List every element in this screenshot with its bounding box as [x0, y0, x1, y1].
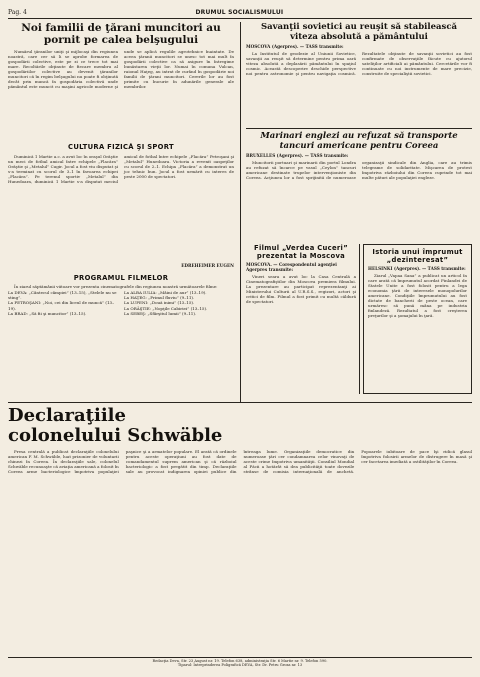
newspaper-name: DRUMUL SOCIALISMULUI: [195, 8, 284, 16]
article-noi-familii: [8, 22, 234, 140]
article-body: Presa centrală a publicat declaraţiile colonelului american F. M. Schwäble, luat prizonier de voluntarii chinezi în Coreea. În declaraţiile sale, colonelul Schwäble recunoaşte că aviaţia americană a folosit în Coreea arme bacteriologice împotriva populaţiei paşnice şi a armatelor populare. El arată că ordinele pentru aceste operaţiuni au fost date de comandamentul suprem american şi că războiul bacteriologic a fost pregătit din timp. Declaraţiile sale au provocat indignarea opiniei publice din întreaga lume. Organizaţiile democratice din numeroase ţări cer condamnarea celor vinovaţi de aceste crime împotriva umanităţii. Consiliul Mondial al Păcii a hotărât să dea publicităţii toate dovezile strânse de comisia internaţională de anchetă. Popoarele iubitoare de pace îşi ridică glasul împotriva folosirii armelor de distrugere în masă şi cer încetarea imediată a ostilităţilor în Coreea.: [8, 449, 472, 475]
article-body: La Institutul de geodezie al Uniunii Sovietice, savanţii au reuşit să determine pentru prima oară viteza absolută a deplasării pământului în spaţiul cosmic. Această descoperire deschide perspective noi pentru astronomie şi pentru navigaţia cosmică. Rezultatele obţinute de savanţii sovietici au fost confirmate de observaţiile făcute cu ajutorul sateliţilor artificiali ai pământului. Cercetările vor fi continuate cu noi instrumente de mare precizie, construite de specialiştii sovietici.: [246, 51, 472, 77]
article-schwable: [8, 406, 472, 656]
header-rule: [8, 18, 472, 19]
program-line: La SEBEŞ: „Sfârşitul lumii” (9–11).: [124, 310, 197, 316]
article-dateline: HELSINKI (Agerpres). — TASS transmite:: [368, 266, 466, 271]
article-title: Savanţii sovietici au reuşit să stabilească viteza absolută a pământului: [260, 22, 458, 42]
footer-line: Tiparul: Întreprinderea Poligrafică DEVA, Str. Dr. Petru Groza nr. 13: [177, 663, 303, 668]
column-divider: [240, 22, 241, 402]
article-body: Muncitorii portuari şi marinarii din portul Londra au refuzat să încarce pe vasul „Ceylon” tancuri americane destinate trupelor intervenţioniste din Coreea. Acţiunea lor a fost sprijinită de numeroase organizaţii sindicale din Anglia, care au trimis telegrame de solidaritate. Mişcarea de protest împotriva războiului din Coreea cuprinde tot mai multe pături ale populaţiei engleze.: [246, 160, 472, 181]
section-rule: [246, 128, 472, 129]
article-title: CULTURA FIZICĂ ŞI SPORT: [68, 143, 174, 151]
program-line: La BRAD: „Să fii şi muncitor” (13–15).: [8, 310, 87, 316]
article-program-filme: [8, 274, 234, 378]
footer-line: Redacţia Deva, Str. 23 August nr. 19. Telefon 638, administraţia Str. 6 Martie nr. 9. Telefon 590.: [152, 659, 328, 663]
article-sport: [8, 143, 234, 271]
page-header: [8, 7, 472, 17]
article-dateline: MOSCOVA (Agerpres). — TASS transmite:: [246, 44, 344, 49]
article-dateline: MOSCOVA. — Corespondentul agenţiei Agerpres transmite:: [246, 262, 337, 272]
article-title: Istoria unui împrumut „dezinteresat”: [372, 248, 463, 264]
article-title: PROGRAMUL FILMELOR: [73, 274, 169, 282]
program-line: La ALBA IULIA: „Mâini de aur” (13–19).: [124, 290, 207, 296]
program-line: La PETROŞANI: „Noi, cei din liceul de muncă” (13–19).: [8, 300, 115, 311]
article-marinari-englezi: [246, 131, 472, 241]
program-line: La ORĂŞTIE: „Nopţile Cabiriei” (13–15).: [124, 305, 208, 311]
program-line: La DEVA: „Cântecul câmpiei” (13–15), „Stelele nu se sting”.: [8, 290, 117, 301]
article-title: Marinari englezi au refuzat să transporte tancuri americane pentru Coreea: [260, 131, 458, 151]
page-number: Pag. 4: [8, 8, 27, 16]
section-rule: [8, 402, 472, 403]
program-line: La HAŢEG: „Primul fluviu” (9–11).: [124, 295, 195, 301]
article-body: Duminică 1 Martie a.c. a avut loc în oraşul Orăştie un meci de fotbal amical între echipele „Flacăra” Orăştie şi „Metalul” Cugir. Jocul a fost viu disputat şi s-a terminat cu scorul de 3–1 în favoarea echipei „Flacăra”. Pe terenul sportiv „Metalul” din Hunedoara, duminică 1 Martie s-a disputat meciul amical de fotbal între echipele „Flacăra” Petroşani şi „Metalul” Hunedoara. Victoria a revenit oaspeţilor cu scorul de 2–1. Echipa „Flacăra” a demonstrat un joc tehnic bun. Jocul a fost urmărit cu interes de peste 2000 de spectatori.: [8, 154, 234, 185]
article-title: Declaraţiile colonelului Schwäble: [8, 406, 223, 446]
footer-rule: [8, 657, 472, 658]
article-body: Numărul ţăranilor uniţi şi mijlocaşi din regiunea noastră, care cer să li se aprobe formarea de gospodării colective, este pe zi ce trece tot mai mare. Recoltările obţinute de fiecare membru al gospodăriilor colective au devenit ţăranilor muncitori că în regim belşugului nu poate fi obţinută decât prin muncă în gospodăria colectivă unde pământul este muncit cu maşini agricole moderne şi unde se aplică regulile agrotehnice înaintate. De aceea ţăranii muncitori se unesc tot mai mult în gospodării colective ca să asigure în întregime bunăstarea vieţii lor. Numai în comuna Vulcan, raionul Haţeg, au intrat de curând în gospodărie noi familii de ţărani muncitori. Cererile lor au fost primite cu bucurie în adunările generale ale membrilor.: [8, 49, 234, 90]
article-body: Ziarul „Vapaa Sana” a publicat un articol în care arată că împrumutul acordat Finlandei de Statele Unite a fost folosit pentru a lega economia ţării de interesele monopolurilor americane. Condiţiile împrumutului au fost dictate de bancherii de peste ocean, care urmăresc să pună mâna pe industria finlandeză. Rezultatul a fost creşterea preţurilor şi a şomajului în ţară.: [368, 273, 467, 319]
article-film-moscova: [246, 244, 356, 394]
program-list: [8, 290, 234, 316]
column-divider: [359, 244, 360, 394]
article-title: Filmul „Verdea Cuceri” prezentat la Moscova: [254, 244, 348, 260]
program-line: La LUPENI: „Două inimi” (13–15).: [124, 300, 195, 306]
article-dateline: BRUXELLES (Agerpres). — TASS transmite:: [246, 153, 349, 158]
article-title: Noi familii de ţărani muncitori au pornit pe calea belşugului: [21, 22, 221, 46]
article-savantii-sovietici: [246, 22, 472, 126]
article-imprumut: [363, 244, 472, 394]
article-signature: EDREHEIMER EUGEN: [181, 263, 234, 268]
page-footer: [8, 659, 472, 668]
article-body: Vineri seara a avut loc la Casa Centrală a Cinematografiştilor din Moscova premiera filmului. La prezentare au participat reprezentanţi ai Ministerului Culturii al U.R.S.S., regizori, actori şi critici de film. Filmul a fost primit cu multă căldură de spectatori.: [246, 274, 356, 305]
program-intro: În ziarul săptămânii viitoare vor prezenta cinematografele din regiunea noastră următoarele filme:: [14, 284, 218, 289]
